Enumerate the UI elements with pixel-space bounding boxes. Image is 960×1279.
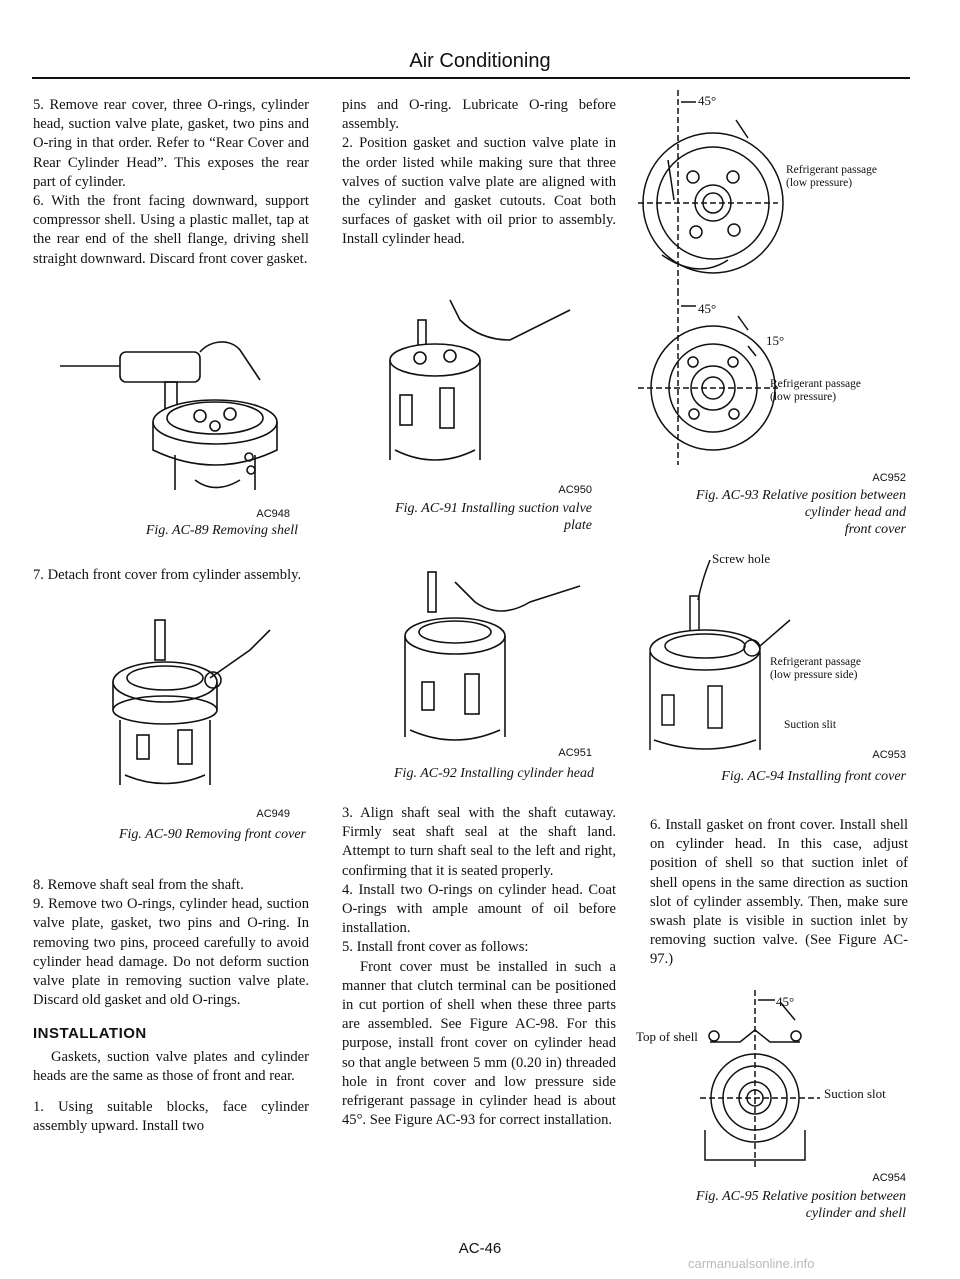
- suction-slit-label: Suction slit: [784, 719, 837, 731]
- install-step-2: 2. Position gasket and suction valve plate in the order listed while making sure that three valves of suction valve plate are aligned with the cylinder and gasket cutouts. Coat both surfaces of gasket with oil prior to assembly. Install cylinder head.: [342, 135, 616, 248]
- column-1b: [33, 566, 309, 585]
- figure-code: AC951: [558, 747, 592, 759]
- figure-caption: Fig. AC-89 Removing shell: [145, 523, 298, 538]
- angle-label: 45°: [776, 994, 795, 1009]
- step-9-remove-orings: 9. Remove two O-rings, cylinder head, suction valve plate, gasket, two pins and O-ring. In removing two pins, proceed carefully to avoid cylinder head damage. Do not deform suction valve plate in removing suction valve plate. Discard old gasket and old O-rings.: [33, 896, 309, 1009]
- suction-slot-label: Suction slot: [824, 1086, 886, 1101]
- install-step-4: 4. Install two O-rings on cylinder head. Coat O-rings with ample amount of oil before installation.: [342, 881, 616, 937]
- install-step-3: 3. Align shaft seal with the shaft cutaway. Firmly seat shaft seal at the shaft land. Attempt to turn shaft seal to the left and right, confirming that it is seated properly.: [342, 805, 616, 879]
- figure-ac89-removing-shell: [60, 330, 290, 500]
- step-6-support-shell: 6. With the front facing downward, support compressor shell. Using a plastic mallet, tap at the rear end of the shell flange, driving shell straight downward. Discard front cover gasket.: [33, 193, 309, 267]
- step-8-shaft-seal: 8. Remove shaft seal from the shaft.: [33, 877, 244, 893]
- page-number: AC-46: [458, 1240, 502, 1257]
- page-header: Air Conditioning: [409, 50, 551, 72]
- caption-line: Fig. AC-91 Installing suction valve: [395, 501, 592, 516]
- top-of-shell-label: Top of shell: [636, 1029, 698, 1044]
- caption-line: cylinder and shell: [805, 1206, 906, 1221]
- figure-ac93-bottom-diagram: [638, 290, 788, 470]
- figure-caption: Fig. AC-92 Installing cylinder head: [394, 766, 594, 781]
- column-3: [650, 816, 908, 970]
- caption-line: Fig. AC-95 Relative position between: [695, 1189, 906, 1204]
- figure-ac91-installing-suction-valve-plate: [380, 300, 580, 480]
- refrigerant-passage-label: [786, 164, 877, 190]
- figure-ac92-installing-cylinder-head: [380, 572, 580, 752]
- figure-code: AC950: [558, 484, 592, 496]
- screw-hole-label: Screw hole: [712, 551, 771, 566]
- watermark: carmanualsonline.info: [688, 1256, 815, 1271]
- figure-code: AC952: [872, 472, 906, 484]
- label-line: (low pressure side): [770, 669, 858, 681]
- column-2b: [342, 804, 616, 1130]
- installation-intro: Gaskets, suction valve plates and cylinder heads are the same as those of front and rear.: [33, 1048, 309, 1084]
- install-step-1: 1. Using suitable blocks, face cylinder assembly upward. Install two: [33, 1099, 309, 1135]
- figure-caption: [626, 487, 906, 538]
- figure-ac90-removing-front-cover: [100, 620, 290, 790]
- caption-line: Fig. AC-93 Relative position between: [695, 488, 906, 503]
- column-1c: [33, 876, 309, 1136]
- install-step-6: 6. Install gasket on front cover. Install shell on cylinder head. In this case, adjust position of shell so that suction inlet of shell opens in the same direction as suction slot of cylinder assembly. Then, make sure swash plate is visible in suction inlet by removing suction valve. (See Figure AC-97.): [650, 817, 908, 968]
- refrigerant-passage-label: [770, 378, 861, 404]
- label-line: Refrigerant passage: [770, 378, 862, 390]
- install-step-5: 5. Install front cover as follows:: [342, 939, 529, 956]
- step-5-remove-rear: 5. Remove rear cover, three O-rings, cylinder head, suction valve plate, gasket, two pins and O-ring in that order. Refer to “Rear Cover and Rear Cylinder Head”. This exposes the rear part of cylinder.: [33, 97, 309, 190]
- label-line: (low pressure): [786, 177, 853, 189]
- label-line: Refrigerant passage: [770, 656, 862, 668]
- column-2: [342, 96, 616, 250]
- figure-caption: [620, 1188, 906, 1222]
- figure-ac95-cylinder-and-shell: [700, 990, 830, 1180]
- refrigerant-passage-label: [770, 656, 861, 682]
- figure-code: AC954: [872, 1172, 906, 1184]
- step-7-detach-front: 7. Detach front cover from cylinder assembly.: [33, 567, 302, 583]
- caption-line: front cover: [844, 522, 906, 537]
- label-line: Refrigerant passage: [786, 164, 878, 176]
- section-installation: INSTALLATION: [33, 1025, 147, 1043]
- angle-label: 15°: [766, 333, 785, 348]
- figure-code: AC948: [256, 508, 290, 520]
- column-1: [33, 96, 309, 269]
- figure-code: AC953: [872, 749, 906, 761]
- install-step-1-cont: pins and O-ring. Lubricate O-ring before assembly.: [342, 97, 616, 133]
- angle-label: 45°: [698, 93, 717, 108]
- install-step-5-detail: Front cover must be installed in such a manner that clutch terminal can be positioned in cut portion of shell when these three parts are assembled. See Figure AC-98. For this purpose, install front cover on cylinder head so that angle between 5 mm (0.20 in) threaded hole in front cover and low pressure side refrigerant passage in cylinder head is about 45°. See Figure AC-93 for correct installation.: [342, 958, 616, 1129]
- figure-code: AC949: [256, 808, 290, 820]
- figure-caption: Fig. AC-90 Removing front cover: [118, 827, 306, 842]
- caption-line: plate: [564, 518, 592, 533]
- figure-caption: [340, 500, 592, 534]
- figure-caption: Fig. AC-94 Installing front cover: [721, 769, 906, 784]
- angle-label: 45°: [698, 301, 717, 316]
- figure-ac94-installing-front-cover: [640, 560, 790, 760]
- header-rule: [32, 77, 910, 79]
- figure-ac93-top-diagram: [638, 90, 788, 290]
- caption-line: cylinder head and: [804, 505, 906, 520]
- label-line: (low pressure): [770, 391, 837, 403]
